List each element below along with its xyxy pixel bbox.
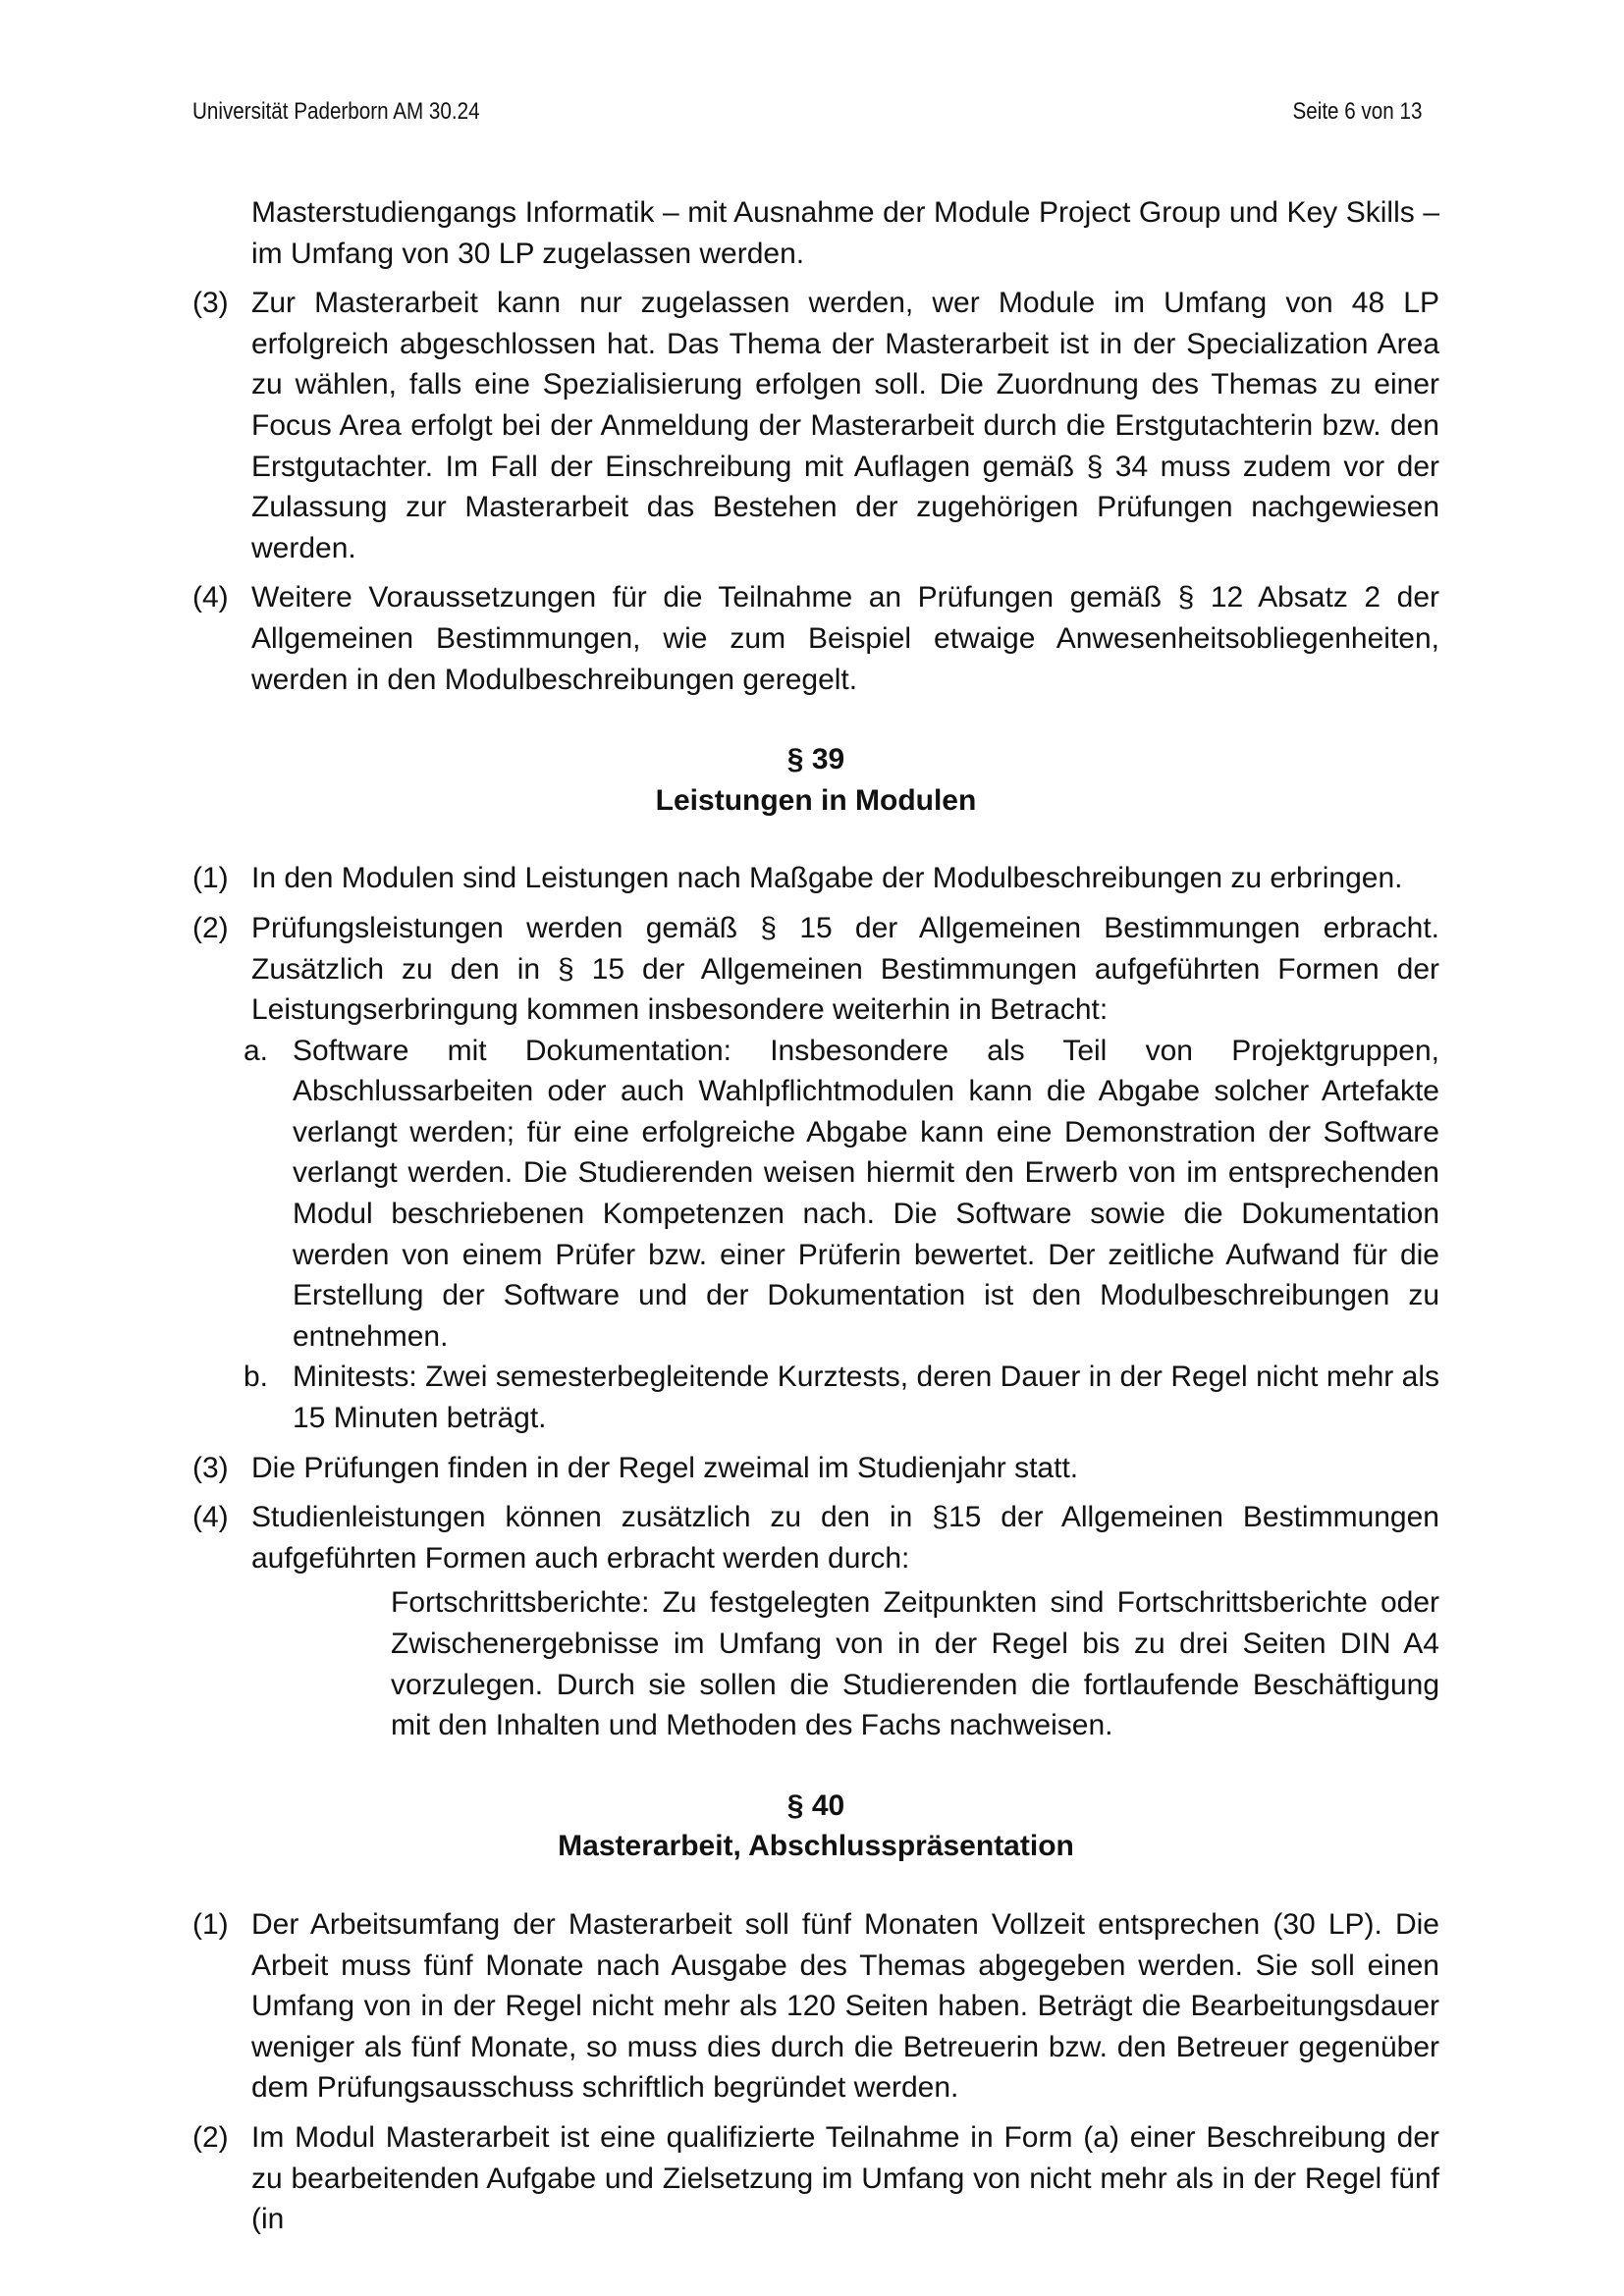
paragraph-text: Der Arbeitsumfang der Masterarbeit soll fünf Monaten Vollzeit entsprechen (30 LP). Die Arbeit muss fünf Monate nach Ausgabe des Themas abgegeben werden. Sie soll einen Umfang von in der Regel nicht mehr als 120 Seiten haben. Beträgt die Bearbeitungsdauer weniger als fünf Monate, so muss dies durch die Betreuerin bzw. den Betreuer gegenüber dem Prüfungsausschuss schriftlich begründet werden. <box>251 1907 1439 2105</box>
progress-reports-paragraph: Fortschrittsberichte: Zu festgelegten Zeitpunkten sind Fortschrittsberichte oder Zwischenergebnisse im Umfang von in der Regel bis zu drei Seiten DIN A4 vorzulegen. Durch sie sollen die Studierenden die fortlaufende Beschäftigung mit den Inhalten und Methoden des Fachs nachweisen. <box>391 1586 1439 1742</box>
paragraph-39-4 <box>192 1497 1439 1578</box>
section-39-number: § 39 <box>786 743 845 776</box>
continued-paragraph: Masterstudiengangs Informatik – mit Ausnahme der Module Project Group und Key Skills – im Umfang von 30 LP zugelassen werden. <box>251 196 1439 270</box>
section-39-title: Leistungen in Modulen <box>655 783 977 817</box>
paragraph-38-3 <box>192 283 1439 568</box>
header-page-number: Seite 6 von 13 <box>1292 98 1422 125</box>
section-40-number: § 40 <box>786 1789 845 1822</box>
paragraph-text: Die Prüfungen finden in der Regel zweimal im Studienjahr statt. <box>251 1451 1079 1484</box>
paragraph-number: (2) <box>192 911 229 944</box>
paragraph-text: Im Modul Masterarbeit ist eine qualifizierte Teilnahme in Form (a) einer Beschreibung der zu bearbeitenden Aufgabe und Zielsetzung im Umfang von nicht mehr als in der Regel fünf (in <box>251 2120 1439 2236</box>
paragraph-39-3 <box>192 1448 1439 1489</box>
section-40-title: Masterarbeit, Abschlusspräsentation <box>558 1830 1074 1863</box>
paragraph-40-2 <box>192 2117 1439 2240</box>
paragraph-39-1 <box>192 858 1439 899</box>
list-label: b. <box>244 1361 269 1394</box>
paragraph-number: (1) <box>192 1907 229 1941</box>
list-text: Minitests: Zwei semesterbegleitende Kurztests, deren Dauer in der Regel nicht mehr als 15 Minuten beträgt. <box>293 1361 1439 1435</box>
document-body <box>192 192 1439 2240</box>
list-text: Software mit Dokumentation: Insbesondere als Teil von Projektgruppen, Abschlussarbeiten oder auch Wahlpflichtmodulen kann die Abgabe solcher Artefakte verlangt werden; für eine erfolgreiche Abgabe kann eine Demonstration der Software verlangt werden. Die Studierenden weisen hiermit den Erwerb von im entsprechenden Modul beschriebenen Kompetenzen nach. Die Software sowie die Dokumentation werden von einem Prüfer bzw. einer Prüferin bewertet. Der zeitliche Aufwand für die Erstellung der Software und der Dokumentation ist den Modulbeschreibungen zu entnehmen. <box>293 1034 1439 1353</box>
paragraph-text: Studienleistungen können zusätzlich zu den in §15 der Allgemeinen Bestimmungen aufgeführten Formen auch erbracht werden durch: <box>251 1501 1439 1575</box>
paragraph-number: (1) <box>192 862 229 895</box>
list-item-b <box>192 1357 1439 1438</box>
paragraph-number: (3) <box>192 287 229 320</box>
paragraph-number: (4) <box>192 581 229 614</box>
paragraph-text: In den Modulen sind Leistungen nach Maßgabe der Modulbeschreibungen zu erbringen. <box>251 862 1403 895</box>
paragraph-text: Prüfungsleistungen werden gemäß § 15 der Allgemeinen Bestimmungen erbracht. Zusätzlich zu den in § 15 der Allgemeinen Bestimmungen aufgeführten Formen der Leistungserbringung kommen insbesondere weiterhin in Betracht: <box>251 911 1439 1027</box>
paragraph-text: Weitere Voraussetzungen für die Teilnahme an Prüfungen gemäß § 12 Absatz 2 der Allgemeinen Bestimmungen, wie zum Beispiel etwaige Anwesenheitsobliegenheiten, werden in den Modulbeschreibungen geregelt. <box>251 581 1439 696</box>
paragraph-40-1 <box>192 1904 1439 2109</box>
header-left: Universität Paderborn AM 30.24 <box>192 98 480 125</box>
paragraph-38-4 <box>192 577 1439 700</box>
list-item-a <box>192 1031 1439 1358</box>
paragraph-number: (3) <box>192 1451 229 1484</box>
list-label: a. <box>244 1034 269 1067</box>
paragraph-number: (2) <box>192 2120 229 2154</box>
paragraph-number: (4) <box>192 1501 229 1534</box>
paragraph-39-2 <box>192 908 1439 1031</box>
paragraph-text: Zur Masterarbeit kann nur zugelassen werden, wer Module im Umfang von 48 LP erfolgreich abgeschlossen hat. Das Thema der Masterarbeit ist in der Specialization Area zu wählen, falls eine Spezialisierung erfolgen soll. Die Zuordnung des Themas zu einer Focus Area erfolgt bei der Anmeldung der Masterarbeit durch die Erstgutachterin bzw. den Erstgutachter. Im Fall der Einschreibung mit Auflagen gemäß § 34 muss zudem vor der Zulassung zur Masterarbeit das Bestehen der zugehörigen Prüfungen nachgewiesen werden. <box>251 287 1439 564</box>
